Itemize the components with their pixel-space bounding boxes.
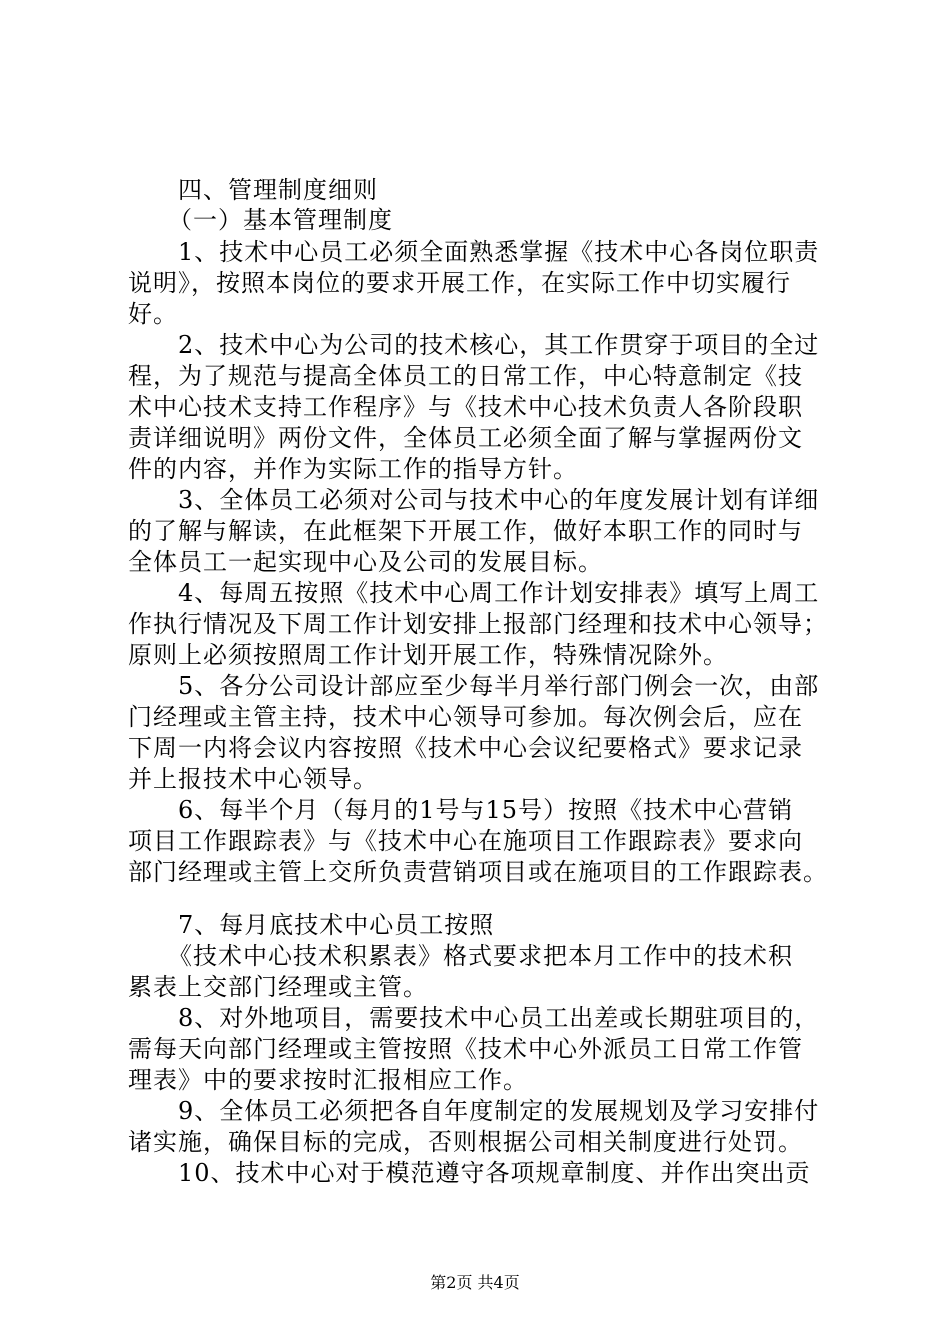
paragraph-line: 的了解与解读，在此框架下开展工作，做好本职工作的同时与	[128, 517, 803, 545]
paragraph-line: 需每天向部门经理或主管按照《技术中心外派员工日常工作管	[128, 1035, 803, 1063]
paragraph-line: 《技术中心技术积累表》格式要求把本月工作中的技术积	[168, 942, 793, 970]
paragraph-line: 件的内容，并作为实际工作的指导方针。	[128, 455, 578, 483]
paragraph-line: 2、技术中心为公司的技术核心，其工作贯穿于项目的全过	[178, 331, 820, 359]
paragraph-line: 4、每周五按照《技术中心周工作计划安排表》填写上周工	[178, 579, 820, 607]
paragraph-line: 好。	[128, 300, 178, 328]
paragraph-line: 并上报技术中心领导。	[128, 765, 378, 793]
paragraph-line: 7、每月底技术中心员工按照	[178, 911, 495, 939]
paragraph-line: 6、每半个月（每月的1号与15号）按照《技术中心营销	[178, 796, 794, 824]
paragraph-line: 下周一内将会议内容按照《技术中心会议纪要格式》要求记录	[128, 734, 803, 762]
paragraph-line: 部门经理或主管上交所负责营销项目或在施项目的工作跟踪表。	[128, 858, 828, 886]
paragraph-line: 项目工作跟踪表》与《技术中心在施项目工作跟踪表》要求向	[128, 827, 803, 855]
paragraph-line: 累表上交部门经理或主管。	[128, 973, 428, 1001]
paragraph-line: 门经理或主管主持，技术中心领导可参加。每次例会后，应在	[128, 703, 803, 731]
paragraph-line: 1、技术中心员工必须全面熟悉掌握《技术中心各岗位职责	[178, 238, 820, 266]
paragraph-line: 3、全体员工必须对公司与技术中心的年度发展计划有详细	[178, 486, 820, 514]
paragraph-line: 作执行情况及下周工作计划安排上报部门经理和技术中心领导；	[128, 610, 828, 638]
page-number-footer: 第2页 共4页	[430, 1273, 520, 1292]
section-heading: 四、管理制度细则	[178, 176, 378, 204]
paragraph-line: 术中心技术支持工作程序》与《技术中心技术负责人各阶段职	[128, 393, 803, 421]
paragraph-line: 5、各分公司设计部应至少每半月举行部门例会一次，由部	[178, 672, 820, 700]
paragraph-line: 说明》，按照本岗位的要求开展工作，在实际工作中切实履行	[128, 269, 791, 297]
paragraph-line: 责详细说明》两份文件，全体员工必须全面了解与掌握两份文	[128, 424, 803, 452]
sub-heading: （一）基本管理制度	[168, 206, 393, 234]
paragraph-line: 理表》中的要求按时汇报相应工作。	[128, 1066, 528, 1094]
paragraph-line: 原则上必须按照周工作计划开展工作，特殊情况除外。	[128, 641, 728, 669]
paragraph-line: 10、技术中心对于模范遵守各项规章制度、并作出突出贡	[178, 1159, 811, 1187]
paragraph-line: 8、对外地项目，需要技术中心员工出差或长期驻项目的，	[178, 1004, 820, 1032]
paragraph-line: 全体员工一起实现中心及公司的发展目标。	[128, 548, 603, 576]
paragraph-line: 诸实施，确保目标的完成，否则根据公司相关制度进行处罚。	[128, 1128, 803, 1156]
paragraph-line: 程，为了规范与提高全体员工的日常工作，中心特意制定《技	[128, 362, 803, 390]
paragraph-line: 9、全体员工必须把各自年度制定的发展规划及学习安排付	[178, 1097, 820, 1125]
